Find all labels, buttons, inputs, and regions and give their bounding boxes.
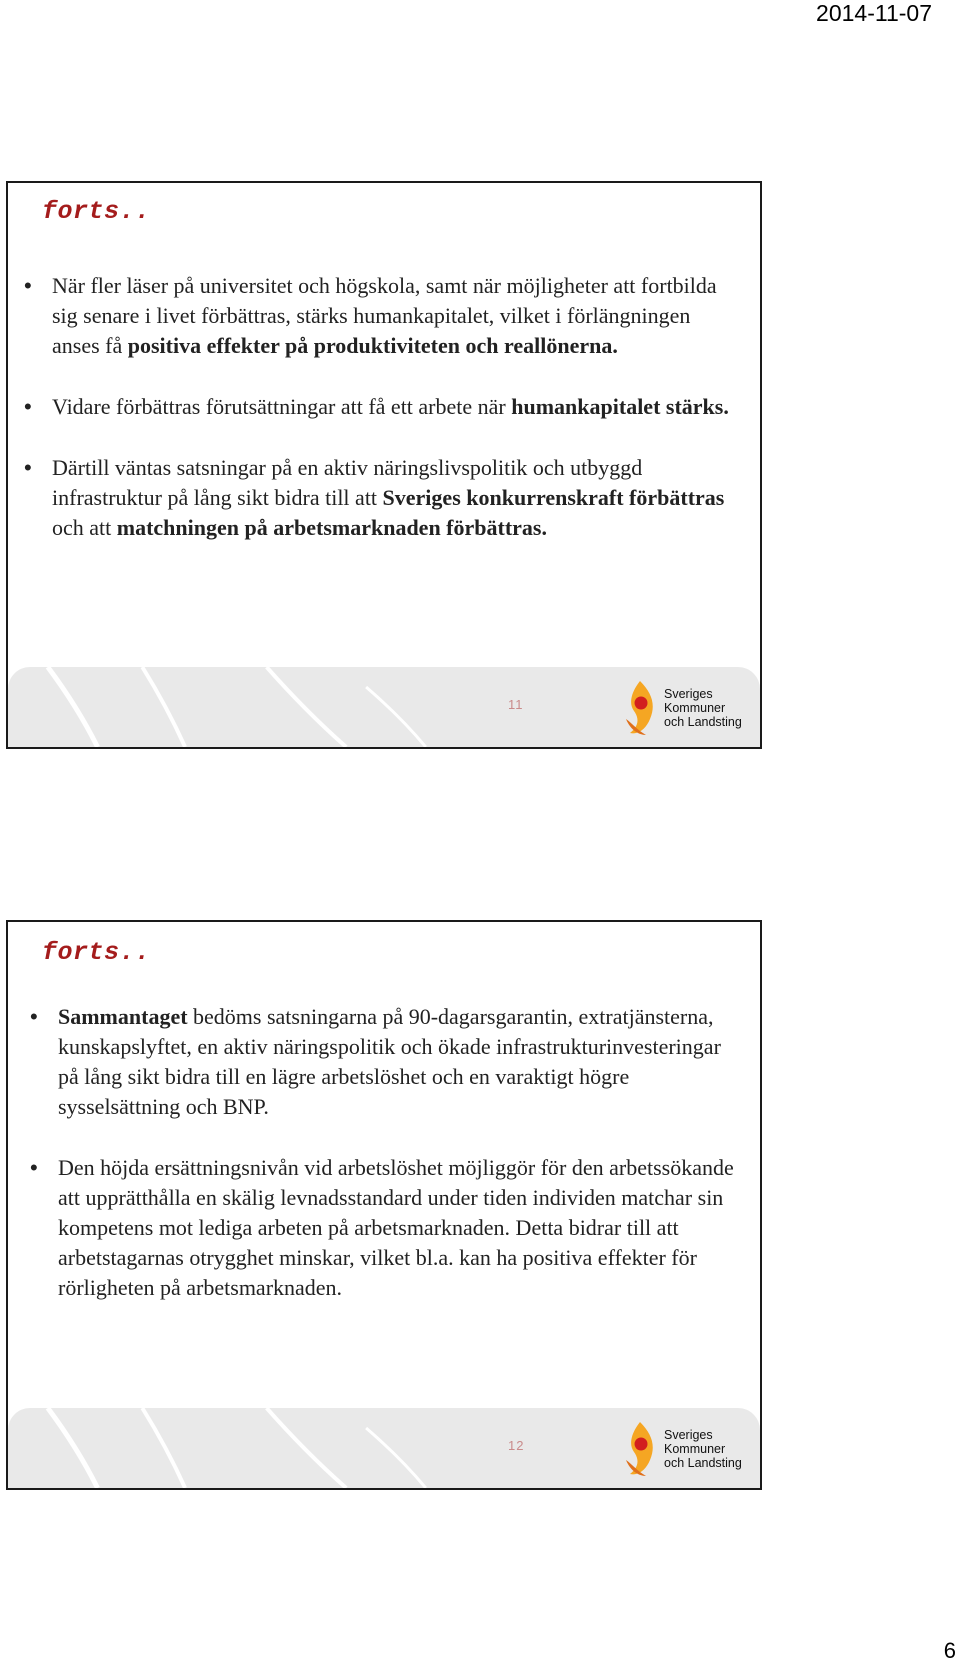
skl-logo xyxy=(620,1420,750,1478)
bullet-list xyxy=(24,271,732,574)
bullet-icon: • xyxy=(30,1004,38,1029)
bullet-item xyxy=(30,1002,738,1122)
bullet-bold-text: matchningen på arbetsmarknaden förbättras. xyxy=(116,515,547,540)
bullet-item xyxy=(24,392,732,422)
bullet-item xyxy=(24,453,732,543)
bullet-text: Därtill väntas satsningar på en aktiv näringslivspolitik och utbyggd infrastruktur på lång sikt bidra till att xyxy=(52,455,643,510)
bullet-text: och att xyxy=(52,515,117,540)
bullet-text: När fler läser på universitet och högskola, samt när möjligheter att fortbilda sig senare i livet förbättras, stärks humankapitalet, vilket i förlängningen anses få xyxy=(52,273,717,358)
bullet-text: bedöms satsningarna på 90-dagarsgarantin, extratjänsterna, kunskapslyftet, en aktiv näringspolitik och ökade infrastrukturinvesteringar på lång sikt bidra till en lägre arbetslöshet och en varaktigt högre sysselsättning och BNP. xyxy=(58,1004,721,1119)
bullet-bold-text: humankapitalet stärks. xyxy=(511,394,729,419)
slide-12 xyxy=(6,920,762,1490)
slide-number: 11 xyxy=(508,697,524,712)
bullet-list xyxy=(30,1002,738,1334)
skl-logo-text: Sveriges Kommuner och Landsting xyxy=(664,1428,742,1470)
slide-11 xyxy=(6,181,762,749)
bullet-icon: • xyxy=(24,455,32,480)
skl-logo xyxy=(620,679,750,737)
slide-footer xyxy=(8,1408,760,1488)
bullet-item xyxy=(30,1153,738,1303)
bullet-item xyxy=(24,271,732,361)
bullet-icon: • xyxy=(24,273,32,298)
bullet-bold-text: Sammantaget xyxy=(58,1004,188,1029)
page-date: 2014-11-07 xyxy=(816,0,932,26)
bullet-text: Den höjda ersättningsnivån vid arbetslöshet möjliggör för den arbetssökande att upprätthålla en skälig levnadsstandard under tiden individen matchar sin kompetens mot lediga arbeten på arbetsmarknaden. Detta bidrar till att arbetstagarnas otrygghet minskar, vilket bl.a. kan ha positiva effekter för rörligheten på arbetsmarknaden. xyxy=(58,1155,734,1300)
bullet-icon: • xyxy=(24,394,32,419)
slide-footer xyxy=(8,667,760,747)
slide-number: 12 xyxy=(508,1438,525,1453)
skl-flame-icon xyxy=(620,679,660,737)
slide-title: forts.. xyxy=(42,197,151,226)
bullet-text: Vidare förbättras förutsättningar att få ett arbete när xyxy=(52,394,512,419)
slide-title: forts.. xyxy=(42,938,151,967)
page-number: 6 xyxy=(943,1638,956,1663)
skl-logo-text: Sveriges Kommuner och Landsting xyxy=(664,687,742,729)
skl-flame-icon xyxy=(620,1420,660,1478)
bullet-bold-text: positiva effekter på produktiviteten och reallönerna. xyxy=(127,333,618,358)
bullet-bold-text: Sveriges konkurrenskraft förbättras xyxy=(382,485,725,510)
bullet-icon: • xyxy=(30,1155,38,1180)
